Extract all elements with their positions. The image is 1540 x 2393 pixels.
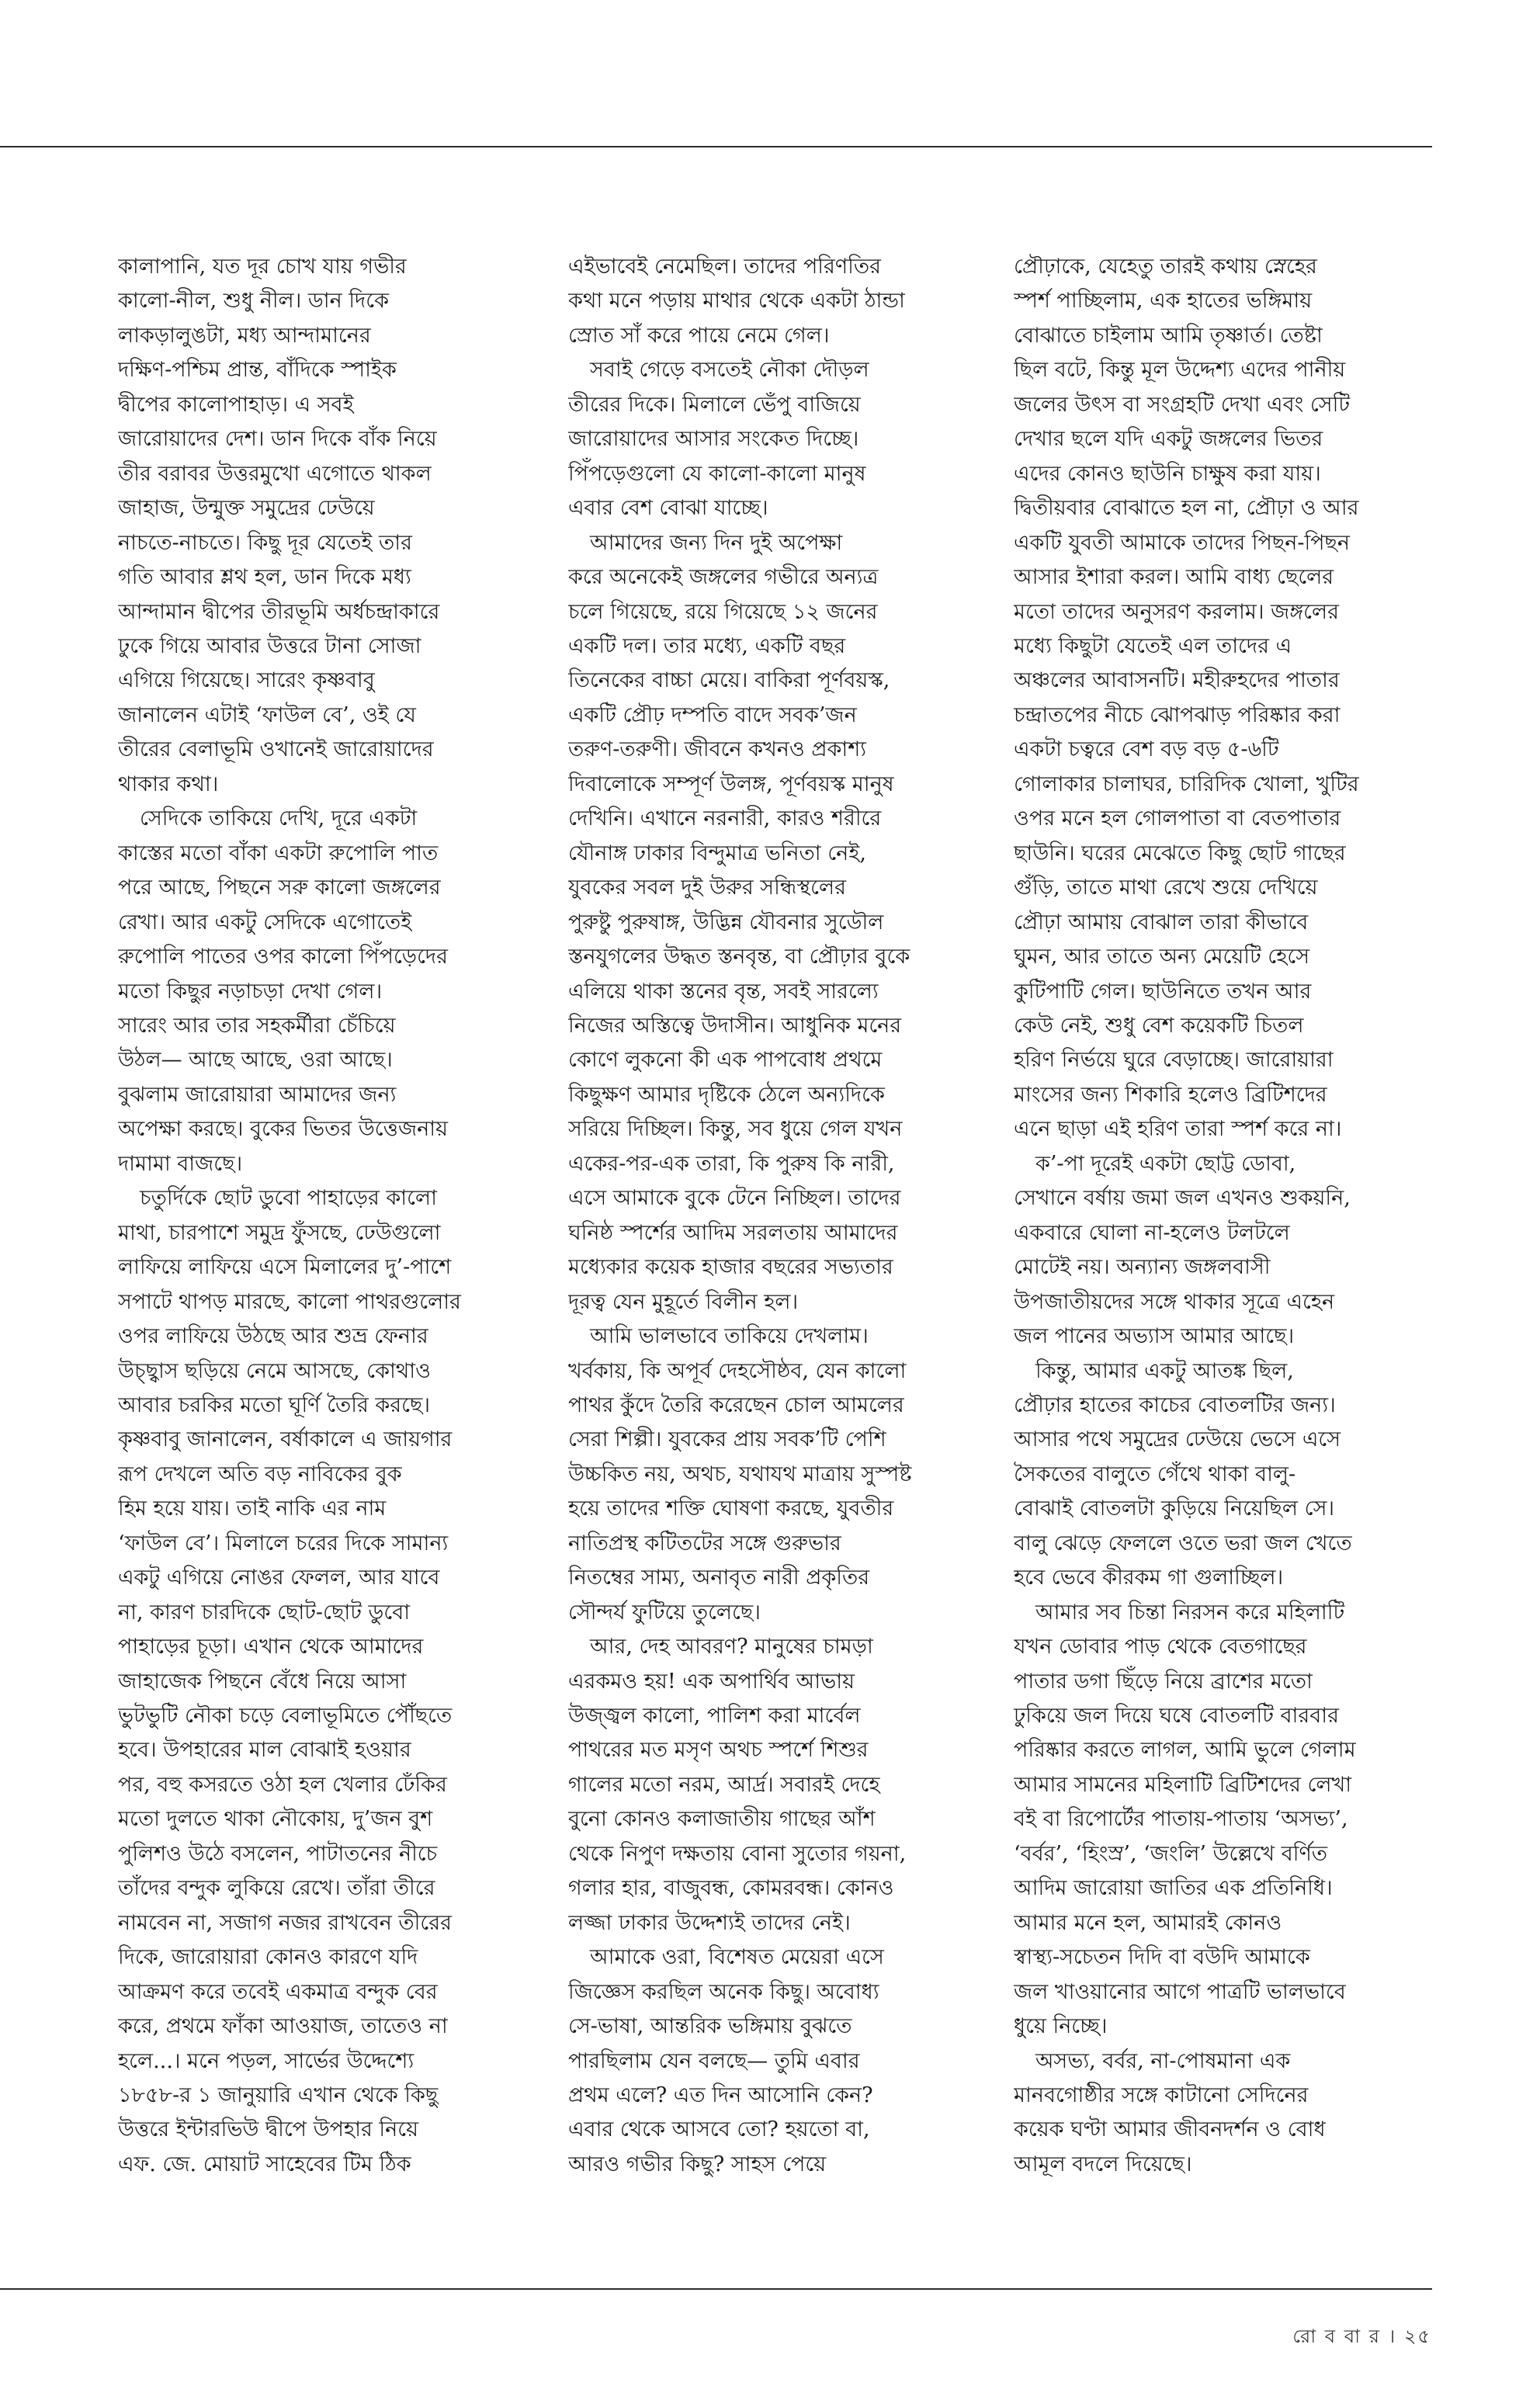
article-line: ছাউনি। ঘরের মেঝেতে কিছু ছোট গাছের	[1014, 841, 1346, 865]
article-line: চলে গিয়েছে, রয়ে গিয়েছে ১২ জনের	[568, 599, 878, 624]
article-line: আক্রমণ করে তবেই একমাত্র বন্দুক বের	[118, 1979, 438, 2004]
article-line: মানবগোষ্ঠীর সঙ্গে কাটানো সেদিনের	[1014, 2083, 1309, 2108]
article-line: কৃষ্ণবাবু জানালেন, বর্ষাকালে এ জায়গার	[118, 1427, 453, 1452]
article-line: জারোয়াদের দেশ। ডান দিকে বাঁক নিয়ে	[118, 427, 437, 452]
article-line: আমাকে ওরা, বিশেষত মেয়েরা এসে	[590, 1945, 884, 1970]
article-line: জাহাজ, উন্মুক্ত সমুদ্রের ঢেউয়ে	[118, 496, 375, 521]
article-line: নাতিপ্রস্থ কটিতটের সঙ্গে গুরুভার	[568, 1531, 841, 1555]
article-column-2	[568, 250, 966, 2182]
article-line: রূপ দেখলে অতি বড় নাবিকের বুক	[118, 1462, 402, 1486]
article-line: এফ. জে. মোয়াট সাহেবের টিম ঠিক	[118, 2152, 411, 2176]
article-line: দক্ষিণ-পশ্চিম প্রান্ত, বাঁদিকে স্পাইক	[118, 358, 397, 383]
article-line: অঞ্চলের আবাসনটি। মহীরুহদের পাতার	[1014, 668, 1340, 693]
top-rule	[0, 146, 1432, 147]
article-line: জল পানের অভ্যাস আমার আছে।	[1014, 1324, 1295, 1349]
article-line: পিঁপড়েগুলো যে কালো-কালো মানুষ	[568, 461, 866, 486]
article-line: বালু ঝেড়ে ফেললে ওতে ভরা জল খেতে	[1014, 1531, 1352, 1555]
article-line: কেউ নেই, শুধু বেশ কয়েকটি চিতল	[1014, 1013, 1304, 1038]
article-line: তীরের দিকে। মিলালে ভেঁপু বাজিয়ে	[568, 392, 861, 417]
article-line: পাথরের মত মসৃণ অথচ স্পর্শে শিশুর	[568, 1738, 869, 1763]
article-line: বুঝলাম জারোয়ারা আমাদের জন্য	[118, 1082, 397, 1107]
article-line: একটি দল। তার মধ্যে, একটি বছর	[568, 633, 846, 658]
article-line: গলার হার, বাজুবন্ধ, কোমরবন্ধ। কোনও	[568, 1876, 894, 1901]
article-line: স্রোত সাঁ করে পায়ে নেমে গেল।	[568, 323, 830, 348]
article-line: প্রথম এলে? এত দিন আসোনি কেন?	[568, 2083, 873, 2108]
article-line: জিজ্ঞেস করছিল অনেক কিছু। অবোধ্য	[568, 1979, 879, 2004]
article-line: আবার চরকির মতো ঘূর্ণি তৈরি করছে।	[118, 1392, 431, 1417]
article-line: পাথর কুঁদে তৈরি করেছেন চোল আমলের	[568, 1392, 904, 1417]
article-line: আমার সামনের মহিলাটি ব্রিটিশদের লেখা	[1014, 1772, 1352, 1797]
article-line: পুলিশও উঠে বসলেন, পাটাতনের নীচে	[118, 1841, 438, 1866]
article-line: মতো কিছুর নড়াচড়া দেখা গেল।	[118, 979, 383, 1004]
article-line: লাকড়ালুঙটা, মধ্য আন্দামানের	[118, 323, 371, 348]
article-line: নিজের অস্তিত্বে উদাসীন। আধুনিক মনের	[568, 1013, 902, 1038]
article-line: উত্তরে ইন্টারভিউ দ্বীপে উপহার নিয়ে	[118, 2117, 418, 2142]
article-line: সৌন্দর্য ফুটিয়ে তুলেছে।	[568, 1600, 761, 1625]
article-line: গতি আবার শ্লথ হল, ডান দিকে মধ্য	[118, 565, 411, 590]
article-line: পাহাড়ের চূড়া। এখান থেকে আমাদের	[118, 1635, 424, 1659]
article-line: না, কারণ চারদিকে ছোট-ছোট ডুবো	[118, 1600, 411, 1625]
article-line: আমাদের জন্য দিন দুই অপেক্ষা	[590, 530, 843, 555]
article-line: সপাটে থাপড় মারছে, কালো পাথরগুলোর	[118, 1289, 461, 1314]
article-line: কোণে লুকনো কী এক পাপবোধ প্রথমে	[568, 1048, 883, 1073]
article-line: পুরুষ্টু পুরুষাঙ্গ, উদ্ভিন্ন যৌবনার সুডৌল	[568, 910, 884, 935]
article-line: নামবেন না, সজাগ নজর রাখবেন তীরের	[118, 1910, 452, 1935]
article-line: রুপোলি পাতের ওপর কালো পিঁপড়েদের	[118, 945, 448, 969]
article-line: কথা মনে পড়ায় মাথার থেকে একটা ঠান্ডা	[568, 289, 905, 314]
article-line: হবে ভেবে কীরকম গা গুলাচ্ছিল।	[1014, 1566, 1284, 1590]
article-line: এনে ছাড়া এই হরিণ তারা স্পর্শ করে না।	[1014, 1117, 1342, 1142]
article-line: উপজাতীয়দের সঙ্গে থাকার সূত্রে এহেন	[1014, 1289, 1335, 1314]
article-line: কালো-নীল, শুধু নীল। ডান দিকে	[118, 289, 389, 314]
article-line: আমার সব চিন্তা নিরসন করে মহিলাটি	[1035, 1600, 1345, 1625]
article-line: আর, দেহ আবরণ? মানুষের চামড়া	[590, 1635, 873, 1659]
article-line: দামামা বাজছে।	[118, 1151, 243, 1176]
article-line: এরকমও হয়! এক অপার্থিব আভায়	[568, 1669, 855, 1694]
article-line: তীরের বেলাভূমি ওখানেই জারোয়াদের	[118, 737, 434, 762]
article-line: আমার মনে হল, আমারই কোনও	[1014, 1910, 1282, 1935]
article-line: স্বাস্থ্য-সচেতন দিদি বা বউদি আমাকে	[1014, 1945, 1310, 1970]
bottom-rule	[0, 2288, 1432, 2290]
article-line: এইভাবেই নেমেছিল। তাদের পরিণতির	[568, 255, 882, 279]
article-line: দ্বীপের কালোপাহাড়। এ সবই	[118, 392, 354, 417]
article-line: দেখিনি। এখানে নরনারী, কারও শরীরে	[568, 806, 882, 831]
article-line: সে-ভাষা, আন্তরিক ভঙ্গিমায় বুঝতে	[568, 2014, 852, 2039]
article-line: থাকার কথা।	[118, 772, 219, 796]
article-line: অপেক্ষা করছে। বুকের ভিতর উত্তেজনায়	[118, 1117, 448, 1142]
article-line: বই বা রিপোর্টের পাতায়-পাতায় ‘অসভ্য’,	[1014, 1807, 1348, 1832]
page-footer	[1257, 2322, 1431, 2353]
article-line: এগিয়ে গিয়েছে। সারেং কৃষ্ণবাবু	[118, 668, 375, 693]
article-line: স্পর্শ পাচ্ছিলাম, এক হাতের ভঙ্গিমায়	[1014, 289, 1313, 314]
article-line: রেখা। আর একটু সেদিকে এগোতেই	[118, 910, 412, 935]
article-line: জানালেন এটাই ‘ফাউল বে’, ওই যে	[118, 702, 416, 727]
article-line: এলিয়ে থাকা স্তনের বৃন্ত, সবই সারল্যে	[568, 979, 879, 1004]
article-line: মাথা, চারপাশে সমুদ্র ফুঁসছে, ঢেউগুলো	[118, 1220, 441, 1245]
article-line: গালের মতো নরম, আর্দ্র। সবারই দেহে	[568, 1772, 880, 1797]
article-line: অসভ্য, বর্বর, না-পোষমানা এক	[1035, 2048, 1291, 2073]
article-line: উজ্জ্বল কালো, পালিশ করা মার্বেল	[568, 1704, 861, 1729]
article-line: চতুর্দিকে ছোট ডুবো পাহাড়ের কালো	[140, 1186, 437, 1211]
article-line: তাঁদের বন্দুক লুকিয়ে রেখে। তাঁরা তীরে	[118, 1876, 435, 1901]
article-line: যখন ডোবার পাড় থেকে বেতগাছের	[1014, 1635, 1307, 1659]
article-line: তীর বরাবর উত্তরমুখো এগোতে থাকল	[118, 461, 432, 486]
article-line: গোলাকার চালাঘর, চারিদিক খোলা, খুটির	[1014, 772, 1359, 796]
article-line: দেখার ছলে যদি একটু জঙ্গলের ভিতর	[1014, 427, 1323, 452]
article-line: প্রৌঢ়ার হাতের কাচের বোতলটির জন্য।	[1014, 1392, 1336, 1417]
article-line: ঢুকে গিয়ে আবার উত্তরে টানা সোজা	[118, 633, 421, 658]
article-line: আদিম জারোয়া জাতির এক প্রতিনিধি।	[1014, 1876, 1333, 1901]
article-line: করে, প্রথমে ফাঁকা আওয়াজ, তাতেও না	[118, 2014, 448, 2039]
article-line: পরিষ্কার করতে লাগল, আমি ভুলে গেলাম	[1014, 1738, 1356, 1763]
article-line: দ্বিতীয়বার বোঝাতে হল না, প্রৌঢ়া ও আর	[1014, 496, 1359, 521]
article-line: হয়ে তাদের শক্তি ঘোষণা করছে, যুবতীর	[568, 1496, 894, 1521]
article-line: ওপর মনে হল গোলপাতা বা বেতপাতার	[1014, 806, 1341, 831]
article-line: কিছুক্ষণ আমার দৃষ্টিকে ঠেলে অন্যদিকে	[568, 1082, 885, 1107]
footer-separator: ।	[1388, 2325, 1397, 2347]
article-line: সেখানে বর্ষায় জমা জল এখনও শুকয়নি,	[1014, 1186, 1351, 1211]
article-line: লজ্জা ঢাকার উদ্দেশ্যই তাদের নেই।	[568, 1910, 851, 1935]
article-line: বোঝাই বোতলটা কুড়িয়ে নিয়েছিল সে।	[1014, 1496, 1335, 1521]
article-line: আরও গভীর কিছু? সাহস পেয়ে	[568, 2152, 827, 2176]
article-line: মতো দুলতে থাকা নৌকোয়, দু’জন বুশ	[118, 1807, 433, 1832]
article-line: কুটিপাটি গেল। ছাউনিতে তখন আর	[1014, 979, 1312, 1004]
article-line: একবারে ঘোলা না-হলেও টলটলে	[1014, 1220, 1290, 1245]
article-line: ঢুকিয়ে জল দিয়ে ঘষে বোতলটি বারবার	[1014, 1704, 1339, 1729]
article-line: ক’-পা দূরেই একটা ছোট্ট ডোবা,	[1035, 1151, 1296, 1176]
article-line: আমূল বদলে দিয়েছে।	[1014, 2152, 1192, 2176]
article-line: প্রৌঢ়া আমায় বোঝাল তারা কীভাবে	[1014, 910, 1309, 935]
article-line: উচ্ছ্বাস ছড়িয়ে নেমে আসছে, কোথাও	[118, 1358, 431, 1383]
magazine-name: রো ব বা র	[1292, 2325, 1381, 2347]
article-line: কয়েক ঘণ্টা আমার জীবনদর্শন ও বোধ	[1014, 2117, 1326, 2142]
article-line: ভুটভুটি নৌকা চড়ে বেলাভূমিতে পৌঁছতে	[118, 1704, 453, 1729]
article-line: জলের উৎস বা সংগ্রহটি দেখা এবং সেটি	[1014, 392, 1351, 417]
article-line: মোটেই নয়। অন্যান্য জঙ্গলবাসী	[1014, 1255, 1271, 1280]
article-line: তিনেকের বাচ্চা মেয়ে। বাকিরা পূর্ণবয়স্ক,	[568, 668, 890, 693]
article-line: এদের কোনও ছাউনি চাক্ষুষ করা যায়।	[1014, 461, 1321, 486]
article-line: এসে আমাকে বুকে টেনে নিচ্ছিল। তাদের	[568, 1186, 901, 1211]
article-line: থেকে নিপুণ দক্ষতায় বোনা সুতোর গয়না,	[568, 1841, 907, 1866]
article-line: দূরত্ব যেন মুহূর্তে বিলীন হল।	[568, 1289, 799, 1314]
article-line: মাংসের জন্য শিকারি হলেও ব্রিটিশদের	[1014, 1082, 1327, 1107]
article-line: পাতার ডগা ছিঁড়ে নিয়ে ব্রাশের মতো	[1014, 1669, 1313, 1694]
article-line: ‘বর্বর’, ‘হিংস্র’, ‘জংলি’ উল্লেখে বর্ণিত	[1014, 1841, 1328, 1866]
article-line: এবার থেকে আসবে তো? হয়তো বা,	[568, 2117, 870, 2142]
article-line: ঘুমন, আর তাতে অন্য মেয়েটি হেসে	[1014, 945, 1310, 969]
article-line: করে অনেকেই জঙ্গলের গভীরে অন্যত্র	[568, 565, 879, 590]
article-line: হরিণ নির্ভয়ে ঘুরে বেড়াচ্ছে। জারোয়ারা	[1014, 1048, 1334, 1073]
article-line: ১৮৫৮-র ১ জানুয়ারি এখান থেকে কিছু	[118, 2083, 439, 2108]
article-line: সৈকতের বালুতে গেঁথে থাকা বালু-	[1014, 1462, 1296, 1486]
article-line: আসার পথে সমুদ্রের ঢেউয়ে ভেসে এসে	[1014, 1427, 1341, 1452]
article-line: নাচতে-নাচতে। কিছু দূর যেতেই তার	[118, 530, 412, 555]
article-line: তরুণ-তরুণী। জীবনে কখনও প্রকাশ্য	[568, 737, 867, 762]
article-line: বুনো কোনও কলাজাতীয় গাছের আঁশ	[568, 1807, 876, 1832]
article-line: এবার বেশ বোঝা যাচ্ছে।	[568, 496, 768, 521]
article-line: বোঝাতে চাইলাম আমি তৃষ্ণার্ত। তেষ্টা	[1014, 323, 1323, 348]
article-line: দিকে, জারোয়ারা কোনও কারণে যদি	[118, 1945, 418, 1970]
article-line: পারছিলাম যেন বলছে— তুমি এবার	[568, 2048, 860, 2073]
article-line: একটি প্রৌঢ় দম্পতি বাদে সবক’জন	[568, 702, 857, 727]
article-line: মধ্যে কিছুটা যেতেই এল তাদের এ	[1014, 633, 1292, 658]
article-line: আসার ইশারা করল। আমি বাধ্য ছেলের	[1014, 565, 1334, 590]
article-line: জারোয়াদের আসার সংকেত দিচ্ছে।	[568, 427, 859, 452]
article-line: হবে। উপহারের মাল বোঝাই হওয়ার	[118, 1738, 411, 1763]
article-line: জল খাওয়ানোর আগে পাত্রটি ভালভাবে	[1014, 1979, 1346, 2004]
article-line: হিম হয়ে যায়। তাই নাকি এর নাম	[118, 1496, 387, 1521]
article-line: আন্দামান দ্বীপের তীরভূমি অর্ধচন্দ্রাকারে	[118, 599, 440, 624]
article-line: চন্দ্রাতপের নীচে ঝোপঝাড় পরিষ্কার করা	[1014, 702, 1341, 727]
article-line: যৌনাঙ্গ ঢাকার বিন্দুমাত্র ভনিতা নেই,	[568, 841, 866, 865]
article-line: একটু এগিয়ে নোঙর ফেলল, আর যাবে	[118, 1566, 440, 1590]
article-line: কিন্তু, আমার একটু আতঙ্ক ছিল,	[1035, 1358, 1294, 1383]
article-line: ঘনিষ্ঠ স্পর্শের আদিম সরলতায় আমাদের	[568, 1220, 898, 1245]
article-line: একটি যুবতী আমাকে তাদের পিছন-পিছন	[1014, 530, 1350, 555]
article-line: স্তনযুগলের উদ্ধত স্তনবৃন্ত, বা প্রৌঢ়ার বুকে	[568, 945, 910, 969]
article-line: ‘ফাউল বে’। মিলালে চরের দিকে সামান্য	[118, 1531, 449, 1555]
article-line: উঠল— আছে আছে, ওরা আছে।	[118, 1048, 393, 1073]
article-line: প্রৌঢ়াকে, যেহেতু তারই কথায় স্নেহের	[1014, 255, 1317, 279]
article-line: নিতম্বের সাম্য, অনাবৃত নারী প্রকৃতির	[568, 1566, 870, 1590]
article-line: গুঁড়ি, তাতে মাথা রেখে শুয়ে দেখিয়ে	[1014, 876, 1318, 900]
article-line: লাফিয়ে লাফিয়ে এসে মিলালের দু’-পাশে	[118, 1255, 452, 1280]
article-line: মতো তাদের অনুসরণ করলাম। জঙ্গলের	[1014, 599, 1339, 624]
page-number: ২৫	[1403, 2325, 1431, 2347]
article-line: একের-পর-এক তারা, কি পুরুষ কি নারী,	[568, 1151, 895, 1176]
article-line: সেদিকে তাকিয়ে দেখি, দূরে একটা	[140, 806, 418, 831]
article-line: মধ্যেকার কয়েক হাজার বছরের সভ্যতার	[568, 1255, 893, 1280]
article-line: সবাই গেড়ে বসতেই নৌকা দৌড়ল	[590, 358, 869, 383]
article-line: জাহাজেক পিছনে বেঁধে নিয়ে আসা	[118, 1669, 407, 1694]
article-line: কাস্তের মতো বাঁকা একটা রুপোলি পাত	[118, 841, 439, 865]
article-column-1	[118, 250, 515, 2182]
article-line: দিবালোকে সম্পূর্ণ উলঙ্গ, পূর্ণবয়স্ক মানুষ	[568, 772, 894, 796]
article-line: কালাপানি, যত দূর চোখ যায় গভীর	[118, 255, 407, 279]
article-line: খর্বকায়, কি অপূর্ব দেহসৌষ্ঠব, যেন কালো	[568, 1358, 907, 1383]
article-line: যুবকের সবল দুই উরুর সন্ধিস্থলের	[568, 876, 846, 900]
article-line: সরিয়ে দিচ্ছিল। কিন্তু, সব ধুয়ে গেল যখন	[568, 1117, 903, 1142]
article-line: ওপর লাফিয়ে উঠছে আর শুভ্র ফেনার	[118, 1324, 428, 1349]
article-line: পরে আছে, পিছনে সরু কালো জঙ্গলের	[118, 876, 441, 900]
article-line: সেরা শিল্পী। যুবকের প্রায় সবক’টি পেশি	[568, 1427, 886, 1452]
article-line: ছিল বটে, কিন্তু মূল উদ্দেশ্য এদের পানীয়	[1014, 358, 1346, 383]
article-column-3	[1014, 250, 1411, 2182]
article-line: সারেং আর তার সহকর্মীরা চেঁচিয়ে	[118, 1013, 396, 1038]
article-line: উচ্চকিত নয়, অথচ, যথাযথ মাত্রায় সুস্পষ্ট	[568, 1462, 912, 1486]
article-line: ধুয়ে নিচ্ছে।	[1014, 2014, 1108, 2039]
article-line: হলে...। মনে পড়ল, সার্ভের উদ্দেশ্যে	[118, 2048, 414, 2073]
article-line: একটা চত্বরে বেশ বড় বড় ৫-৬টি	[1014, 737, 1279, 762]
article-line: আমি ভালভাবে তাকিয়ে দেখলাম।	[590, 1324, 869, 1349]
article-line: পর, বহু কসরতে ওঠা হল খেলার ঢেঁকির	[118, 1772, 447, 1797]
